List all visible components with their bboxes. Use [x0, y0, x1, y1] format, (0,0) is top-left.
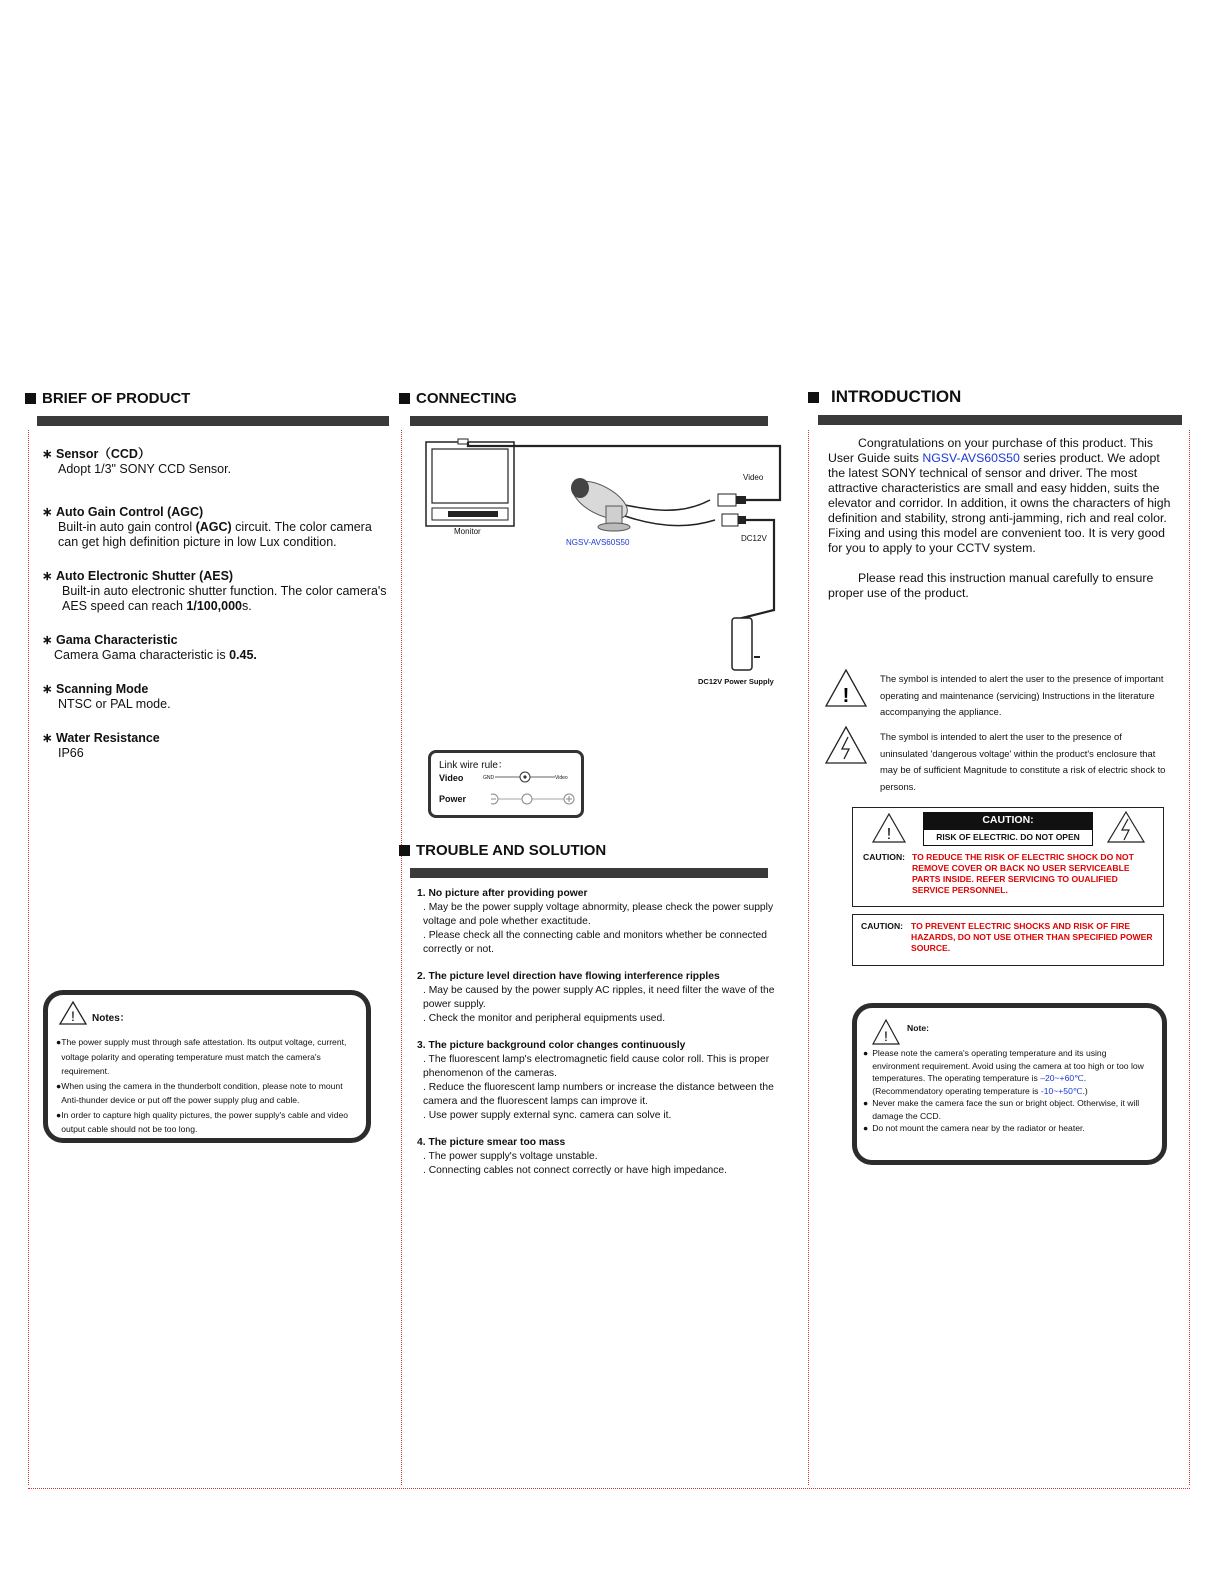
fold-line-bottom [28, 1488, 1190, 1489]
svg-text:!: ! [884, 1028, 888, 1044]
section-square-icon [399, 393, 410, 404]
notes-list: ● The power supply must through safe attestation. Its output voltage, current, voltage polarity and operating temperature must match the camera's requirement. ● When using the camera in the thunderbolt condition, please note to mount Anti-thunder device or put off the power supply plug and cable. ● In order to capture high quality pictures, the power supply's cable and video output cable should not be too long. [56, 1035, 354, 1137]
exclamation-triangle-icon [824, 668, 868, 708]
feature-sensor: ∗ Sensor（CCD） Adopt 1/3" SONY CCD Sensor. [42, 447, 232, 476]
caution-2-text: TO PREVENT ELECTRIC SHOCKS AND RISK OF FIRE HAZARDS, DO NOT USE OTHER THAN SPECIFIED POWER SOURCE. [911, 921, 1153, 953]
feature-gama: ∗ Gama Characteristic Camera Gama characteristic is 0.45. [42, 633, 257, 662]
trouble-answer: . Connecting cables not connect correctly or have high impedance. [423, 1165, 727, 1176]
feature-scanning: ∗ Scanning Mode NTSC or PAL mode. [42, 682, 171, 711]
trouble-answer: . The power supply's voltage unstable. [423, 1151, 598, 1162]
monitor-icon [426, 439, 514, 526]
bullet-icon: ● [56, 1109, 62, 1120]
exclamation-triangle-icon [871, 812, 907, 844]
feature-aes: ∗ Auto Electronic Shutter (AES) Built-in auto electronic shutter function. The color camera's AES speed can reach 1/100,000s. [42, 569, 387, 613]
link-rule-video-small: Video [555, 775, 568, 781]
trouble-question: 2. The picture level direction have flowing interference ripples [417, 971, 720, 982]
caution-1-text: TO REDUCE THE RISK OF ELECTRIC SHOCK DO NOT REMOVE COVER OR BACK NO USER SERVICEABLE PARTS INSIDE. REFER SERVICING TO OUALIFIED SERVICE PERSONNEL. [912, 852, 1134, 895]
caution-subheader: RISK OF ELECTRIC. DO NOT OPEN [923, 829, 1093, 846]
asterisk-icon: ∗ [42, 633, 53, 647]
bullet-icon: ● [56, 1080, 62, 1091]
power-supply-label: DC12V Power Supply [698, 677, 774, 686]
asterisk-icon: ∗ [42, 447, 53, 461]
trouble-header-bar [410, 868, 768, 878]
section-square-icon [808, 392, 819, 403]
fold-line-2 [808, 430, 809, 1485]
bullet-icon: ● [56, 1037, 62, 1047]
section-square-icon [25, 393, 36, 404]
wire-rule-diagram [491, 767, 577, 811]
asterisk-icon: ∗ [42, 569, 53, 583]
caution-header: CAUTION: [923, 812, 1093, 829]
link-wire-rule-box [428, 750, 584, 818]
link-rule-title: Link wire rule： [439, 760, 508, 771]
bullet-icon: ● [863, 1123, 869, 1133]
trouble-answer: . May be the power supply voltage abnormity, please check the power supply voltage and pole whether exactitude. [423, 902, 774, 927]
link-rule-gnd: GND [483, 775, 495, 781]
caution-box-1 [852, 807, 1164, 907]
trouble-section-title: TROUBLE AND SOLUTION [399, 842, 606, 859]
bullet-icon: ● [863, 1048, 869, 1058]
temp-range: –20~+60℃ [1040, 1073, 1084, 1083]
caution-label: CAUTION: [863, 852, 906, 862]
fold-line-1 [401, 430, 402, 1485]
bullet-camera-icon [567, 474, 633, 531]
feature-agc: ∗ Auto Gain Control (AGC) Built-in auto gain control (AGC) circuit. The color camera can get high definition picture in low Lux condition. [42, 505, 372, 549]
svg-text:!: ! [842, 685, 850, 707]
fold-line-right [1189, 430, 1190, 1485]
notes-box [43, 990, 371, 1143]
asterisk-icon: ∗ [42, 682, 53, 696]
dc12v-cable-label: DC12V [741, 534, 767, 543]
brief-header-bar [37, 416, 389, 426]
trouble-answer: . May be caused by the power supply AC ripples, it need filter the wave of the power supply. [423, 985, 775, 1010]
svg-text:!: ! [71, 1008, 75, 1024]
brief-section-title: BRIEF OF PRODUCT [25, 390, 190, 407]
link-rule-power: Power [439, 794, 467, 804]
trouble-question: 1. No picture after providing power [417, 888, 588, 899]
section-square-icon [399, 845, 410, 856]
symbol-1-text: The symbol is intended to alert the user to the presence of important operating and maintenance (servicing) Instructions in the literature accompanying the appliance. [880, 673, 1164, 717]
trouble-answer: . Check the monitor and peripheral equipments used. [423, 1013, 666, 1024]
note-list: ● Please note the camera's operating temperature and its using environment requirement. Avoid using the camera at too high or too low temperatures. The operating temperature is –20~+60℃. (Recommendatory operating temperature is -10~+50℃.) ● Never make the camera face the sun or bright object. Otherwise, it will damage the CCD. ● Do not mount the camera near by the radiator or heater. [863, 1048, 1144, 1133]
feature-water: ∗ Water Resistance IP66 [42, 731, 160, 760]
caution-label: CAUTION: [861, 921, 904, 931]
connecting-section-title: CONNECTING [399, 390, 517, 407]
lightning-triangle-icon [824, 725, 868, 765]
link-rule-video: Video [439, 773, 464, 783]
connecting-header-bar [410, 416, 768, 426]
trouble-answer: . The fluorescent lamp's electromagnetic field cause color roll. This is proper phenomenon of the cameras. [423, 1054, 770, 1079]
asterisk-icon: ∗ [42, 731, 53, 745]
svg-text:!: ! [886, 826, 892, 843]
lightning-triangle-icon [1106, 810, 1146, 844]
warning-triangle-icon [871, 1018, 901, 1046]
warning-triangle-icon [58, 1000, 88, 1026]
intro-section-title: INTRODUCTION [808, 387, 961, 407]
trouble-list [417, 887, 802, 1178]
intro-paragraph-2: Please read this instruction manual carefully to ensure proper use of the product. [828, 571, 1154, 600]
note-title: Note: [907, 1023, 929, 1033]
trouble-answer: . Reduce the fluorescent lamp numbers or increase the distance between the camera and the fluorescent lamps can improve it. [423, 1082, 774, 1107]
asterisk-icon: ∗ [42, 505, 53, 519]
notes-title: Notes： [92, 1013, 130, 1024]
camera-model-label: NGSV-AVS60S50 [566, 538, 630, 547]
intro-paragraph-1: Congratulations on your purchase of this product. This User Guide suits NGSV-AVS60S50 series product. We adopt the latest SONY technical of sensor and driver. The most attractive characteristics are small and easy hidden, suits the elevator and corridor. In addition, it owns the characters of high definition and stability, strong anti-jamming, rich and real color. Fixing and using this model are convenient too. It is very good for you to apply to your CCTV system. [828, 436, 1171, 555]
bullet-icon: ● [863, 1098, 869, 1108]
model-number: NGSV-AVS60S50 [922, 451, 1020, 465]
intro-header-bar [818, 415, 1182, 425]
video-cable-label: Video [743, 473, 764, 482]
power-supply-icon [732, 618, 760, 670]
recommended-temp: -10~+50℃ [1040, 1085, 1083, 1096]
trouble-answer: . Please check all the connecting cable and monitors whether be connected correctly or not. [423, 930, 768, 955]
trouble-question: 3. The picture background color changes continuously [417, 1040, 686, 1051]
caution-box-2 [852, 914, 1164, 966]
monitor-label: Monitor [454, 527, 481, 536]
operating-note-box [852, 1003, 1167, 1165]
trouble-answer: . Use power supply external sync. camera can solve it. [423, 1110, 672, 1121]
symbol-2-text: The symbol is intended to alert the user to the presence of uninsulated 'dangerous voltage' within the product's enclosure that may be of sufficient Magnitude to constitute a risk of electric shock to persons. [880, 731, 1166, 792]
trouble-question: 4. The picture smear too mass [417, 1137, 566, 1148]
fold-line-left [28, 430, 29, 1485]
